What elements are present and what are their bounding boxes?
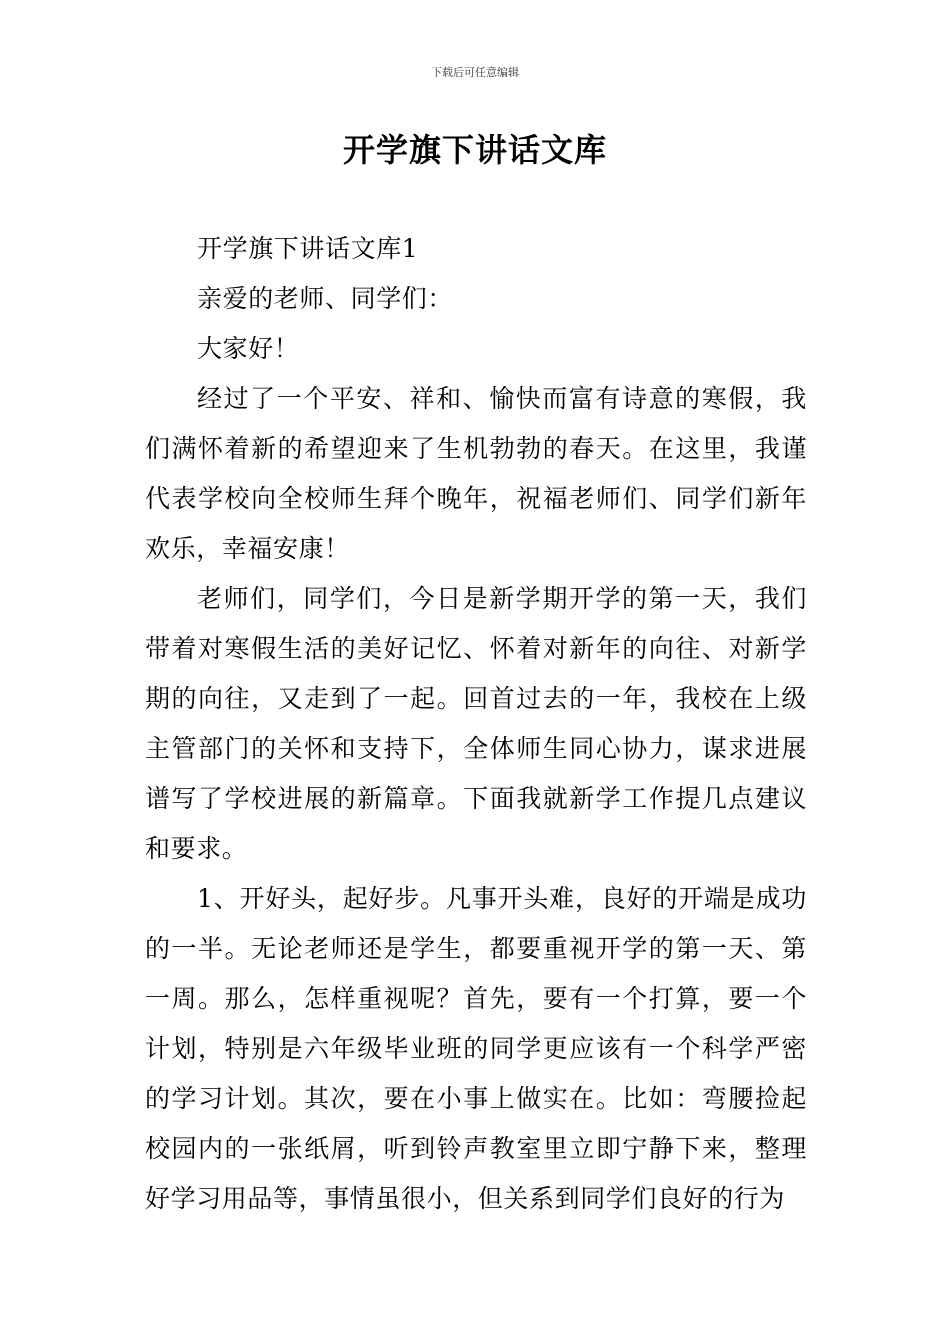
- greeting: 大家好！: [197, 334, 300, 363]
- section-heading: 开学旗下讲话文库1: [197, 234, 419, 263]
- document-title: 开学旗下讲话文库: [342, 131, 607, 169]
- body-paragraph: 经过了一个平安、祥和、愉快而富有诗意的寒假，我们满怀着新的希望迎来了生机勃勃的春天。在这里，我谨代表学校向全校师生拜个晚年，祝福老师们、同学们新年欢乐，幸福安康！: [145, 384, 807, 563]
- body-paragraph: 老师们，同学们，今日是新学期开学的第一天，我们带着对寒假生活的美好记忆、怀着对新年的向往、对新学期的向往，又走到了一起。回首过去的一年，我校在上级主管部门的关怀和支持下，全体师生同心协力，谋求进展谱写了学校进展的新篇章。下面我就新学工作提几点建议和要求。: [145, 584, 807, 863]
- header-note: 下载后可任意编辑: [431, 66, 519, 79]
- salutation: 亲爱的老师、同学们：: [197, 284, 454, 313]
- body-paragraph: 1、开好头，起好步。凡事开头难，良好的开端是成功的一半。无论老师还是学生，都要重视开学的第一天、第一周。那么，怎样重视呢？首先，要有一个打算，要一个计划，特别是六年级毕业班的同学更应该有一个科学严密的学习计划。其次，要在小事上做实在。比如：弯腰捡起校园内的一张纸屑，听到铃声教室里立即宁静下来，整理好学习用品等，事情虽很小，但关系到同学们良好的行为: [145, 884, 807, 1213]
- document-body: [145, 224, 807, 1224]
